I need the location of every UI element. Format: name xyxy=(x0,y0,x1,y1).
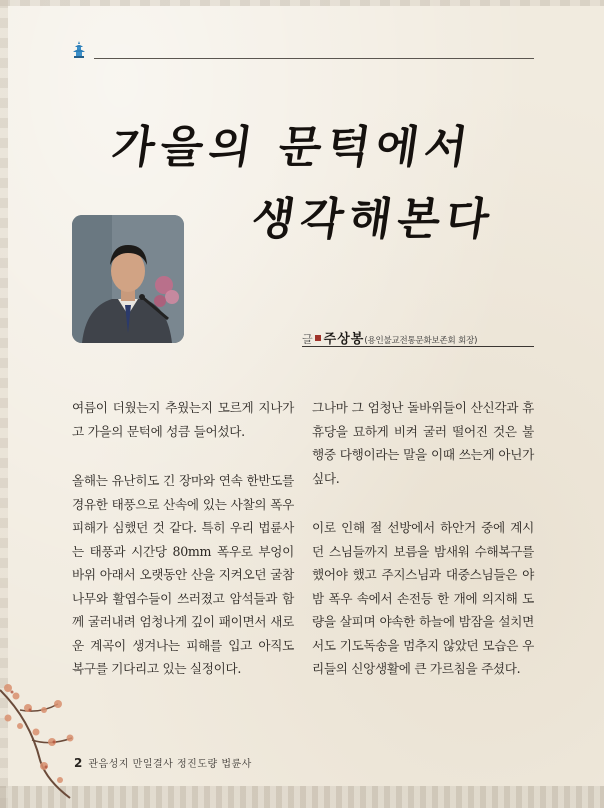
author-role: (용인불교전통문화보존회 회장) xyxy=(364,336,478,346)
paragraph: 그나마 그 엄청난 돌바위들이 산신각과 휴휴당을 묘하게 비켜 굴러 떨어진 것은 불행중 다행이라는 말을 이때 쓰는게 아닌가 싶다. xyxy=(312,400,534,486)
paragraph: 이로 인해 절 선방에서 하안거 중에 계시던 스님들까지 보름을 밤새워 수해복구를 했어야 했고 주지스님과 대중스님들은 야밤 폭우 속에서 손전등 한 개에 의지해 도량을 살피며 야속한 하늘에 밤잠을 설치면서도 기도독송을 멈추지 않았던 모습은 우리들의 신앙생활에 큰 가르침을 주셨다. xyxy=(312,520,534,676)
paragraph: 여름이 더웠는지 추웠는지 모르게 지나가고 가을의 문턱에 성큼 들어섰다. xyxy=(72,400,294,439)
title-line-2: 생각해본다 xyxy=(248,194,499,245)
page-number: 2 xyxy=(74,756,83,770)
author-name: 주상봉 xyxy=(323,332,365,347)
byline xyxy=(302,328,534,347)
bottom-border xyxy=(0,786,604,808)
byline-prefix: 글 xyxy=(302,333,313,346)
pagoda-icon xyxy=(72,41,86,59)
byline-bullet-icon xyxy=(315,335,321,341)
page-footer xyxy=(74,752,252,771)
header-rule xyxy=(94,58,534,59)
paragraph: 올해는 유난히도 긴 장마와 연속 한반도를 경유한 태풍으로 산속에 있는 사찰의 폭우피해가 심했던 것 같다. 특히 우리 법륜사는 태풍과 시간당 80mm 폭우로 부엉이바위 아래서 오랫동안 산을 지켜오던 굴참나무와 활엽수들이 쓰러졌고 암석들과 함께 굴러내려 엄청나게 깊이 패이면서 새로운 계곡이 생겨나는 피해를 입고 아직도 복구를 기다리고 있는 실정이다. xyxy=(72,473,294,676)
top-border xyxy=(0,0,604,6)
author-photo xyxy=(72,215,184,343)
right-column xyxy=(312,396,534,707)
title-line-1: 가을의 문턱에서 xyxy=(108,122,477,173)
publication-name: 관음성지 만일결사 정진도량 법륜사 xyxy=(88,759,252,770)
blossom-branch-icon xyxy=(0,630,90,800)
left-column xyxy=(72,396,294,707)
